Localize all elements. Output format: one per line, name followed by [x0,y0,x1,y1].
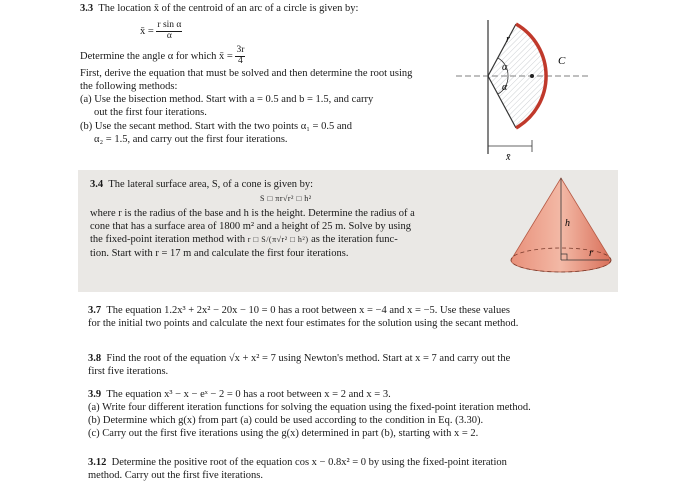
part-a-line-1: (a) Use the bisection method. Start with a = 0.5 and b = 1.5, and carry [80,94,374,106]
problem-3-9 [88,388,648,441]
line-1-text: The equation 1.2x³ + 2x² − 20x − 10 = 0 has a root between x = −4 and x = −5. Use these values [106,305,510,316]
centroid-point [530,74,534,78]
problem-3-3 [80,2,440,146]
line-2: method. Carry out the first five iterations. [88,470,263,482]
part-b-line-1: (b) Use the secant method. Start with the two points α₁ = 0.5 and [80,120,352,132]
line-2: cone that has a surface area of 1800 m² and a height of 25 m. Solve by using [90,221,411,233]
equation-fraction [156,21,182,42]
fraction-numerator: r sin α [157,20,182,31]
label-c: C [558,55,566,67]
line-2: first five iterations. [88,366,169,378]
problem-3-12 [88,456,648,482]
sector-shading [488,24,546,128]
label-r: r [589,248,593,259]
line-3-suffix: as the iteration func- [311,234,398,246]
line-3 [90,233,500,246]
instruction-line-2: the following methods: [80,81,178,93]
label-h: h [565,218,570,229]
iteration-function-formula: r □ S/(π√r² □ h²) [247,235,309,245]
part-b-line-2: α₂ = 1.5, and carry out the first four iterations. [94,133,288,145]
problem-number: 3.12 [88,457,107,468]
problem-title-text: The lateral surface area, S, of a cone is given by: [108,179,314,190]
problem-3-3-title [80,2,440,15]
fraction-denominator: α [166,31,172,42]
line-1: where r is the radius of the base and h is the height. Determine the radius of a [90,208,415,220]
cone-figure [505,174,617,290]
label-alpha-top: α [502,62,508,73]
line-1 [88,388,648,401]
problem-3-7 [88,304,648,330]
problem-number: 3.8 [88,353,102,364]
equation-lhs: x̄ = [140,26,154,37]
line-2: for the initial two points and calculate the next four estimates for the solution using the secant method. [88,318,519,330]
fraction-denominator: 4 [238,56,243,67]
part-b: (b) Determine which g(x) from part (a) could be used according to the condition in Eq. (3.30). [88,415,484,427]
problem-number: 3.9 [88,389,102,400]
problem-number: 3.3 [80,3,94,14]
line-1-text: Find the root of the equation √x + x² = 7 using Newton's method. Start at x = 7 and carry out the [106,353,511,364]
problem-number: 3.7 [88,305,102,316]
line-1 [88,456,648,469]
part-a-line-2: out the first four iterations. [94,107,207,119]
line-4: tion. Start with r = 17 m and calculate the first four iterations. [90,247,349,259]
label-xbar: x̄ [506,152,511,162]
line-1-text: The equation x³ − x − eˣ − 2 = 0 has a root between x = 2 and x = 3. [106,389,391,400]
label-alpha-bottom: α [502,82,508,93]
line-1 [88,352,648,365]
label-r: r [506,34,510,45]
part-c: (c) Carry out the first five iterations using the g(x) determined in part (b), starting with x = 2. [88,428,479,440]
part-a [80,93,440,119]
arc-centroid-figure [448,12,598,162]
task-line [80,46,440,67]
instruction-line-1: First, derive the equation that must be solved and then determine the root using [80,68,413,79]
cone-area-formula: S □ πr√r² □ h² [260,194,312,204]
line-1-text: Determine the positive root of the equation cos x − 0.8x² = 0 by using the fixed-point iteration [111,457,507,468]
part-b [80,120,440,146]
task-prefix: Determine the angle α for which x̄ = [80,50,233,62]
fraction-numerator: 3r [236,45,245,56]
line-3-prefix: the fixed-point iteration method with [90,234,246,246]
line-1 [88,304,648,317]
problem-3-8 [88,352,648,378]
problem-3-4 [90,178,500,260]
part-a: (a) Write four different iteration functions for solving the equation using the fixed-point iteration method. [88,402,531,414]
centroid-equation [140,21,440,42]
problem-3-4-title [90,178,500,191]
problem-number: 3.4 [90,179,104,190]
task-fraction [235,46,245,67]
problem-title-text: The location x̄ of the centroid of an arc of a circle is given by: [98,3,359,14]
